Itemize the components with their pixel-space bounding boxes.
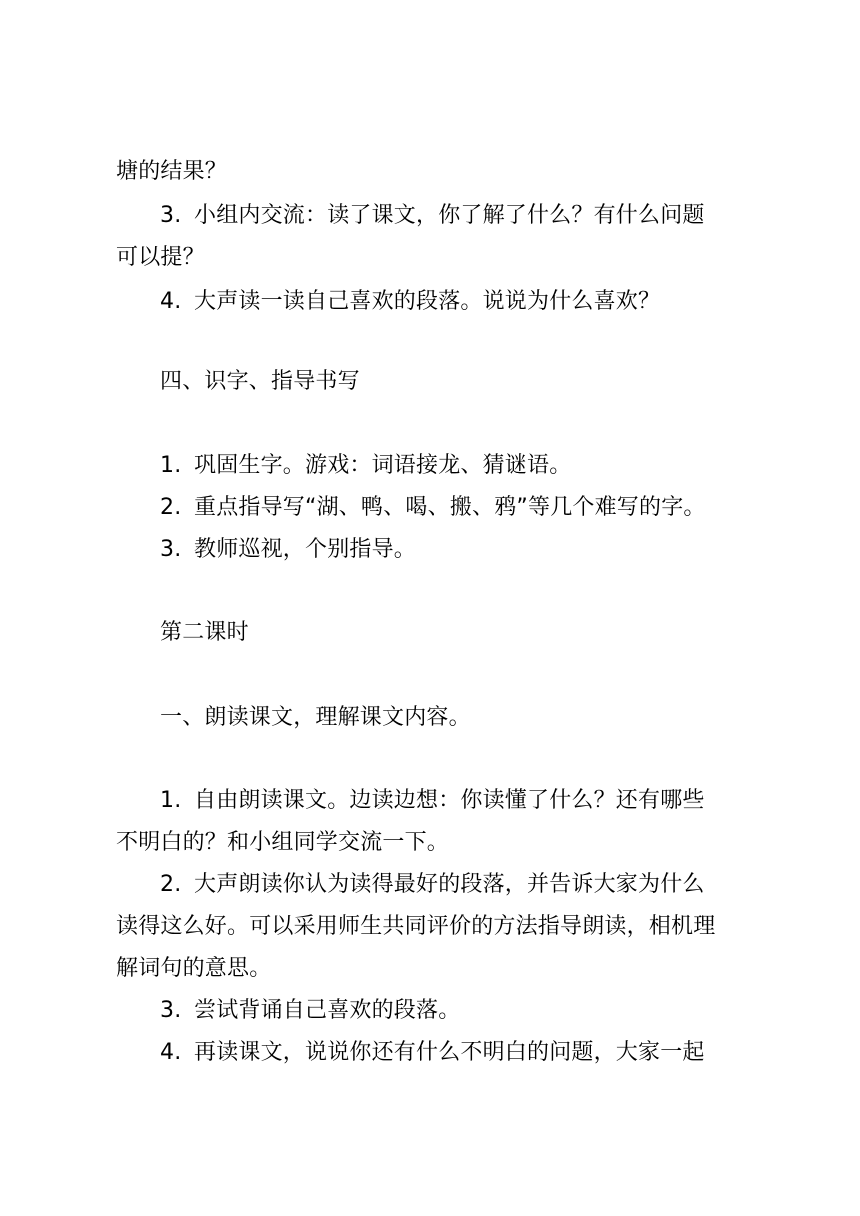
list-number: 3. (160, 203, 182, 228)
section-heading (160, 367, 800, 397)
list-item (160, 287, 800, 317)
line-text: 不明白的？和小组同学交流一下。 (116, 830, 450, 855)
paragraph-line (116, 828, 756, 858)
list-number: 2. (160, 495, 182, 520)
line-text: 再读课文，说说你还有什么不明白的问题，大家一起 (194, 1040, 705, 1065)
list-number: 1. (160, 453, 182, 478)
list-item (160, 1038, 800, 1068)
paragraph-line (116, 243, 756, 273)
line-text: 小组内交流：读了课文，你了解了什么？有什么问题 (194, 203, 705, 228)
line-text: 解词句的意思。 (116, 956, 272, 981)
list-number: 2. (160, 872, 182, 897)
list-item (160, 451, 800, 481)
list-number: 3. (160, 537, 182, 562)
line-text: 读得这么好。可以采用师生共同评价的方法指导朗读，相机理 (116, 914, 716, 939)
line-text: 重点指导写“湖、鸭、喝、搬、鸦”等几个难写的字。 (194, 495, 706, 520)
paragraph-line (116, 954, 756, 984)
list-item (160, 535, 800, 565)
line-text: 塘的结果？ (116, 159, 228, 184)
list-item (160, 493, 800, 523)
list-number: 3. (160, 998, 182, 1023)
heading-text: 四、识字、指导书写 (160, 369, 360, 394)
heading-text: 一、朗读课文，理解课文内容。 (160, 705, 471, 730)
line-text: 教师巡视，个别指导。 (194, 537, 417, 562)
line-text: 可以提？ (116, 245, 205, 270)
heading-text: 第二课时 (160, 620, 249, 645)
list-number: 4. (160, 1040, 182, 1065)
line-text: 尝试背诵自己喜欢的段落。 (194, 998, 461, 1023)
list-item (160, 996, 800, 1026)
line-text: 自由朗读课文。边读边想：你读懂了什么？还有哪些 (194, 788, 705, 813)
paragraph-line (116, 157, 756, 187)
list-number: 1. (160, 788, 182, 813)
section-heading (160, 703, 800, 733)
section-heading (160, 618, 800, 648)
paragraph-line (116, 912, 756, 942)
list-item (160, 786, 800, 816)
list-item (160, 870, 800, 900)
line-text: 大声读一读自己喜欢的段落。说说为什么喜欢？ (194, 289, 661, 314)
line-text: 大声朗读你认为读得最好的段落，并告诉大家为什么 (194, 872, 705, 897)
line-text: 巩固生字。游戏：词语接龙、猜谜语。 (194, 453, 572, 478)
list-number: 4. (160, 289, 182, 314)
list-item (160, 201, 800, 231)
